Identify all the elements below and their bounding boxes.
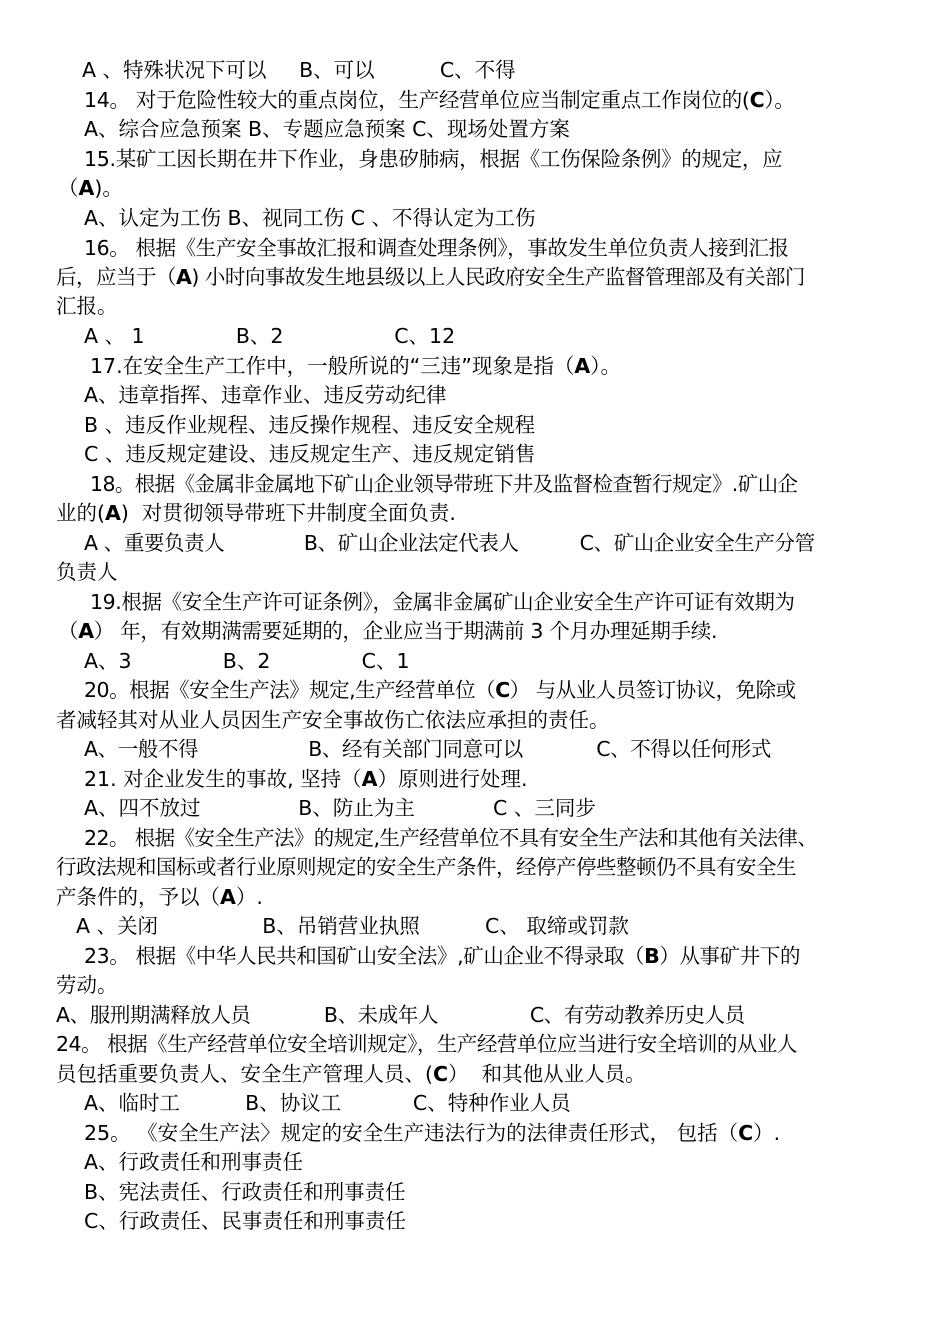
question-16: 16。 根据《生产安全事故汇报和调查处理条例》，事故发生单位负责人接到汇报 [84,236,789,260]
option-line: A 、特殊状况下可以 B、可以 C、不得 [82,58,516,82]
question-20: 20。根据《安全生产法》规定,生产经营单位（C） 与从业人员签订协议，免除或 [84,678,796,702]
question-15: 15.某矿工因长期在井下作业，身患矽肺病，根据《工伤保险条例》的规定，应 [84,147,783,171]
question-22: 22。 根据《安全生产法》的规定,生产经营单位不具有安全生产法和其他有关法律、 [84,826,818,850]
option-line: C 、违反规定建设、违反规定生产、违反规定销售 [84,442,536,466]
question-14: 14。 对于危险性较大的重点岗位，生产经营单位应当制定重点工作岗位的(C）。 [84,88,795,112]
question-17: 17.在安全生产工作中，一般所说的“三违”现象是指（A）。 [90,354,621,378]
question-23-cont: 劳动。 [56,973,118,997]
question-18: 18。根据《金属非金属地下矿山企业领导带班下井及监督检查暂行规定》.矿山企 [90,472,798,496]
option-line: A 、重要负责人 B、矿山企业法定代表人 C、矿山企业安全生产分管 [84,531,815,555]
question-22-cont: 行政法规和国标或者行业原则规定的安全生产条件，经停产停些整顿仍不具有安全生 [56,855,796,879]
option-line: A、行政责任和刑事责任 [84,1150,304,1174]
question-16-cont: 后，应当于（A) 小时向事故发生地县级以上人民政府安全生产监督管理部及有关部门 [56,265,805,289]
option-line: B 、违反作业规程、违反操作规程、违反安全规程 [84,413,536,437]
option-line: A、临时工 B、协议工 C、特种作业人员 [84,1091,571,1115]
option-line: B、宪法责任、行政责任和刑事责任 [84,1180,406,1204]
option-line: A、四不放过 B、防止为主 C 、三同步 [84,796,596,820]
question-15-cont: （A)。 [58,176,123,200]
question-19-cont: （A） 年，有效期满需要延期的，企业应当于期满前 3 个月办理延期手续. [58,619,718,643]
question-24: 24。 根据《生产经营单位安全培训规定》，生产经营单位应当进行安全培训的从业人 [56,1032,797,1056]
option-line-cont: 负责人 [56,560,118,584]
option-line: A、综合应急预案 B、专题应急预案 C、现场处置方案 [84,117,570,141]
option-line: A、3 B、2 C、1 [84,649,410,673]
question-20-cont: 者减轻其对从业人员因生产安全事故伤亡依法应承担的责任。 [56,708,610,732]
question-16-cont: 汇报。 [56,294,118,318]
question-21: 21. 对企业发生的事故, 坚持（A）原则进行处理. [84,767,528,791]
option-line: A 、 1 B、2 C、12 [84,324,456,348]
question-19: 19.根据《安全生产许可证条例》，金属非金属矿山企业安全生产许可证有效期为 [90,590,795,614]
question-18-cont: 业的(A) 对贯彻领导带班下井制度全面负责. [56,501,456,525]
option-line: A 、关闭 B、吊销营业执照 C、 取缔或罚款 [76,914,629,938]
option-line: A、一般不得 B、经有关部门同意可以 C、不得以任何形式 [84,737,771,761]
option-line: A、违章指挥、违章作业、违反劳动纪律 [84,383,447,407]
option-line: A、服刑期满释放人员 B、未成年人 C、有劳动教养历史人员 [56,1003,745,1027]
question-24-cont: 员包括重要负责人、安全生产管理人员、(C） 和其他从业人员。 [56,1062,646,1086]
question-23: 23。 根据《中华人民共和国矿山安全法》,矿山企业不得录取（B）从事矿井下的 [84,944,801,968]
question-22-cont: 产条件的，予以（A）. [56,885,263,909]
option-line: C、行政责任、民事责任和刑事责任 [84,1209,406,1233]
question-25: 25。 《安全生产法〉规定的安全生产违法行为的法律责任形式， 包括（C）. [84,1121,781,1145]
option-line: A、认定为工伤 B、视同工伤 C 、不得认定为工伤 [84,206,536,230]
